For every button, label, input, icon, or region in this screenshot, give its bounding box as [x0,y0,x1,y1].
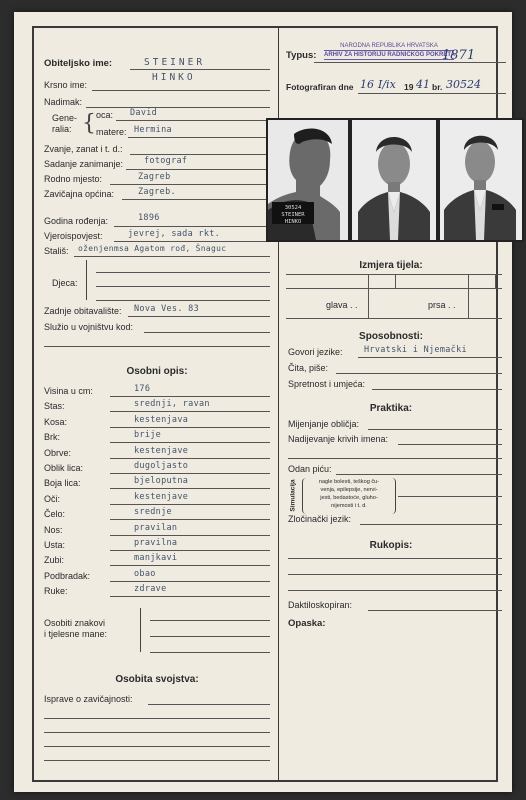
cita-pise-label: Čita, piše: [288,363,329,373]
oca-value: David [130,108,158,118]
opis-label: Stas: [44,401,65,412]
znakovi-label-1: Osobiti znakovi [44,618,106,628]
placard-line-2: STEINER [281,212,305,218]
frontal-photo [352,120,436,240]
rodno-label: Rodno mjesto: [44,174,103,184]
nadijevanje-label: Nadijevanje krivih imena: [288,434,389,444]
sluzio-label: Služio u vojništvu kod: [44,322,134,332]
opis-value: brije [134,430,162,441]
opis-value: pravilna [134,538,178,548]
spretnost-label: Spretnost i umjeća: [288,379,366,389]
odan-picu-label: Odan piću: [288,464,332,474]
sadanje-value: fotograf [144,156,188,166]
generalia-brace: { [82,111,96,136]
opis-label: Visina u cm: [44,386,93,396]
godina-value: 1896 [138,213,160,223]
surname-label: Obiteljsko ime: [44,58,113,69]
opis-value: zdrave [134,584,167,595]
sposobnosti-heading: Sposobnosti: [359,331,423,342]
izmjera-box-1 [368,274,396,289]
opis-label: Čelo: [44,509,66,520]
krsno-ime-label: Krsno ime: [44,80,88,90]
zadnje-label: Zadnje obitavalište: [44,306,122,316]
isprave-label: Isprave o zavičajnosti: [44,694,133,704]
opis-label: Obrve: [44,447,72,458]
simulacija-note [302,478,396,514]
opis-value: obao [134,568,156,579]
three-quarter-photo [440,120,522,240]
zlocinacki-label: Zločinački jezik: [288,514,352,524]
mugshot-strip [266,118,524,242]
register-card [14,12,512,792]
matere-label: matere: [96,127,127,137]
govori-value: Hrvatski i Njemački [364,345,467,355]
opis-value: dugoljasto [134,461,189,471]
matere-value: Hermina [134,125,172,135]
zavicajna-label: Zavičajna općina: [44,189,115,199]
vjera-label: Vjeroispovjest: [44,231,103,241]
br-label: br. [432,82,443,92]
simulacija-label: Simulacija [289,479,297,512]
govori-label: Govori jezike: [288,347,343,357]
simulacija-text-2: venja, epilepsije, nervi- [320,487,378,493]
zvanje-label: Zvanje, zanat i t. d.: [44,144,123,154]
opis-value: pravilan [134,522,178,533]
prsa-label: prsa . . [428,300,456,310]
opis-value: bjeloputna [134,476,189,487]
glava-label: glava . . [326,300,358,310]
znakovi-brace [140,608,147,652]
osobni-opis-heading: Osobni opis: [126,366,188,377]
opis-value: srednje [134,507,172,518]
oca-label: oca: [96,110,114,120]
opis-value: kestenjava [134,414,189,425]
stamp-line-2: ARHIV ZA HISTORIJU RADNIČKOG POKRETA [324,52,455,58]
placard-line-3: HINKO [284,219,302,225]
mijenjanje-label: Mijenjanje obličja: [288,419,360,429]
simulacija-label-box [288,478,298,516]
opis-value: srednji, ravan [134,399,210,410]
zavicajna-value: Zagreb. [138,187,176,197]
profile-photo [268,120,348,240]
generalia-label-2: ralia: [52,124,72,134]
izmjera-box-2 [468,274,496,289]
opis-label: Podbradak: [44,570,91,581]
foto-year: 41 [416,78,430,91]
placard-line-1: 30524 [284,205,302,211]
opis-value: manjkavi [134,553,178,564]
opis-label: Boja lica: [44,478,81,489]
opaska-heading: Opaska: [288,618,326,629]
foto-year-prefix: 19 [404,82,414,92]
stamp-line-1: NARODNA REPUBLIKA HRVATSKA [340,43,438,49]
opis-label: Oblik lica: [44,463,84,473]
vjera-value: jevrej, sada rkt. [128,229,221,239]
znakovi-label-2: i tjelesne mane: [44,629,108,639]
opis-label: Brk: [44,432,61,443]
rodno-value: Zagreb [138,172,171,182]
simulacija-text-1: nagle bolesti, teškog ču- [318,479,380,485]
firstname-value: HINKO [152,72,196,83]
opis-label: Usta: [44,540,66,550]
nadimak-label: Nadimak: [44,97,83,107]
djeca-label: Djeca: [52,278,78,288]
izmjera-heading: Izmjera tijela: [359,260,423,271]
sadanje-label: Sadanje zanimanje: [44,159,124,169]
stalis-value: oženjenmsa Agatom rođ, Šnaguc [78,244,227,253]
opis-value: 176 [134,384,151,394]
surname-value: STEINER [144,57,206,68]
foto-month: I/ix [378,78,396,91]
opis-label: Oči: [44,493,61,504]
foto-day: 16 [360,78,374,91]
opis-label: Zubi: [44,555,65,566]
praktika-heading: Praktika: [369,403,413,414]
simulacija-text-4: nijemosti i t. d. [331,503,367,509]
opis-label: Nos: [44,524,63,535]
opis-value: kestenjave [134,491,189,502]
djeca-brace [86,260,93,300]
zadnje-value: Nova Ves. 83 [134,304,200,314]
generalia-label-1: Gene- [52,113,78,123]
opis-label: Kosa: [44,416,68,427]
foto-number: 30524 [446,78,481,91]
fotografiran-label: Fotografiran dne [286,82,354,92]
archive-stamp [324,42,454,60]
opis-value: kestenjave [134,445,189,456]
stalis-label: Stališ: [44,246,69,256]
card-frame [32,26,498,782]
opis-label: Ruke: [44,586,68,597]
osobita-svojstva-heading: Osobita svojstva: [115,674,199,685]
rukopis-heading: Rukopis: [369,540,413,551]
stamp-number: 1871 [442,48,476,63]
typus-label: Typus: [286,50,317,61]
simulacija-text-3: jesti, bedastoće, gluho- [320,495,378,501]
godina-label: Godina rođenja: [44,216,109,226]
daktiloskopiran-label: Daktiloskopiran: [288,600,353,610]
